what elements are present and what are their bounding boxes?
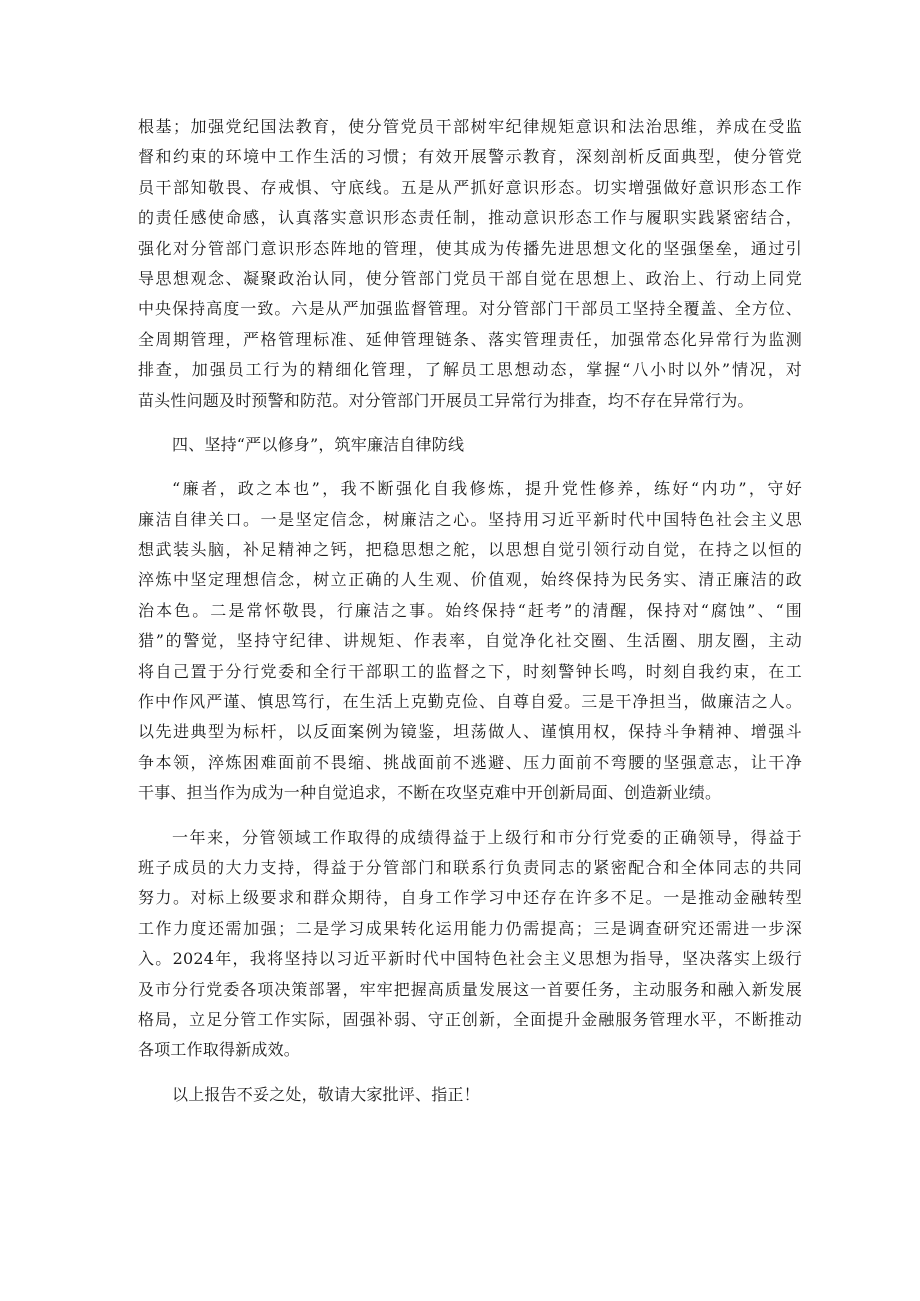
text-line: 员干部知敬畏、存戒惧、守底线。五是从严抓好意识形态。切实增强做好意识形态工作 <box>138 177 802 197</box>
text-line: 治本色。二是常怀敬畏，行廉洁之事。始终保持“赶考”的清醒，保持对“腐蚀”、“围 <box>138 600 802 620</box>
text-line: 猎”的警觉，坚持守纪律、讲规矩、作表率，自觉净化社交圈、生活圈、朋友圈，主动 <box>138 631 802 651</box>
text-line: 班子成员的大力支持，得益于分管部门和联系行负责同志的紧密配合和全体同志的共同 <box>138 857 802 877</box>
paragraph-integrity <box>138 474 802 808</box>
text-line: 全周期管理，严格管理标准、延伸管理链条、落实管理责任，加强常态化异常行为监测 <box>138 329 802 349</box>
text-line: 以先进典型为标杆，以反面案例为镜鉴，坦荡做人、谨慎用权，保持斗争精神、增强斗 <box>138 722 802 742</box>
text-line: 工作力度还需加强；二是学习成果转化运用能力仍需提高；三是调查研究还需进一步深 <box>138 918 802 938</box>
text-line: 格局，立足分管工作实际，固强补弱、守正创新，全面提升金融服务管理水平，不断推动 <box>138 1009 802 1029</box>
text-line: 以上报告不妥之处，敬请大家批评、指正！ <box>172 1084 480 1104</box>
text-line: “廉者，政之本也”，我不断强化自我修炼，提升党性修养，练好“内功”，守好 <box>172 479 802 499</box>
text-line: 苗头性问题及时预警和防范。对分管部门开展员工异常行为排查，均不存在异常行为。 <box>138 390 754 410</box>
text-line: 将自己置于分行党委和全行干部职工的监督之下，时刻警钟长鸣，时刻自我约束，在工 <box>138 661 802 681</box>
text-line: 的责任感使命感，认真落实意识形态责任制，推动意识形态工作与履职实践紧密结合， <box>138 208 802 228</box>
text-line: 导思想观念、凝聚政治认同，使分管部门党员干部自觉在思想上、政治上、行动上同党 <box>138 268 802 288</box>
heading-line: 四、坚持“严以修身”，筑牢廉洁自律防线 <box>172 434 465 454</box>
paragraph-summary <box>138 823 802 1066</box>
document-body <box>138 112 802 1110</box>
text-line: 干事、担当作为成为一种自觉追求，不断在攻坚克难中开创新局面、创造新业绩。 <box>138 783 722 803</box>
text-line: 中央保持高度一致。六是从严加强监督管理。对分管部门干部员工坚持全覆盖、全方位、 <box>138 299 802 319</box>
text-line: 根基；加强党纪国法教育，使分管党员干部树牢纪律规矩意识和法治思维，养成在受监 <box>138 117 802 136</box>
text-line: 各项工作取得新成效。 <box>138 1040 301 1060</box>
text-line: 排查，加强员工行为的精细化管理，了解员工思想动态，掌握“八小时以外”情况，对 <box>138 360 802 380</box>
text-line: 督和约束的环境中工作生活的习惯；有效开展警示教育，深刻剖析反面典型，使分管党 <box>138 147 802 167</box>
text-line: 努力。对标上级要求和群众期待，自身工作学习中还存在许多不足。一是推动金融转型 <box>138 888 802 908</box>
paragraph-supervision <box>138 112 802 416</box>
text-line: 廉洁自律关口。一是坚定信念，树廉洁之心。坚持用习近平新时代中国特色社会主义思 <box>138 509 802 529</box>
text-line: 作中作风严谨、慎思笃行，在生活上克勤克俭、自尊自爱。三是干净担当，做廉洁之人。 <box>138 692 802 712</box>
text-line: 一年来，分管领域工作取得的成绩得益于上级行和市分行党委的正确领导，得益于 <box>172 827 802 847</box>
text-line: 及市分行党委各项决策部署，牢牢把握高质量发展这一首要任务，主动服务和融入新发展 <box>138 979 802 999</box>
closing-paragraph <box>138 1080 802 1110</box>
text-line: 入。2024年，我将坚持以习近平新时代中国特色社会主义思想为指导，坚决落实上级行 <box>138 949 802 969</box>
text-line: 淬炼中坚定理想信念，树立正确的人生观、价值观，始终保持为民务实、清正廉洁的政 <box>138 570 802 590</box>
text-line: 争本领，淬炼困难面前不畏缩、挑战面前不逃避、压力面前不弯腰的坚强意志，让干净 <box>138 752 802 772</box>
text-line: 强化对分管部门意识形态阵地的管理，使其成为传播先进思想文化的坚强堡垒，通过引 <box>138 238 802 258</box>
section-heading <box>138 430 802 460</box>
text-line: 想武装头脑，补足精神之钙，把稳思想之舵，以思想自觉引领行动自觉，在持之以恒的 <box>138 540 802 560</box>
